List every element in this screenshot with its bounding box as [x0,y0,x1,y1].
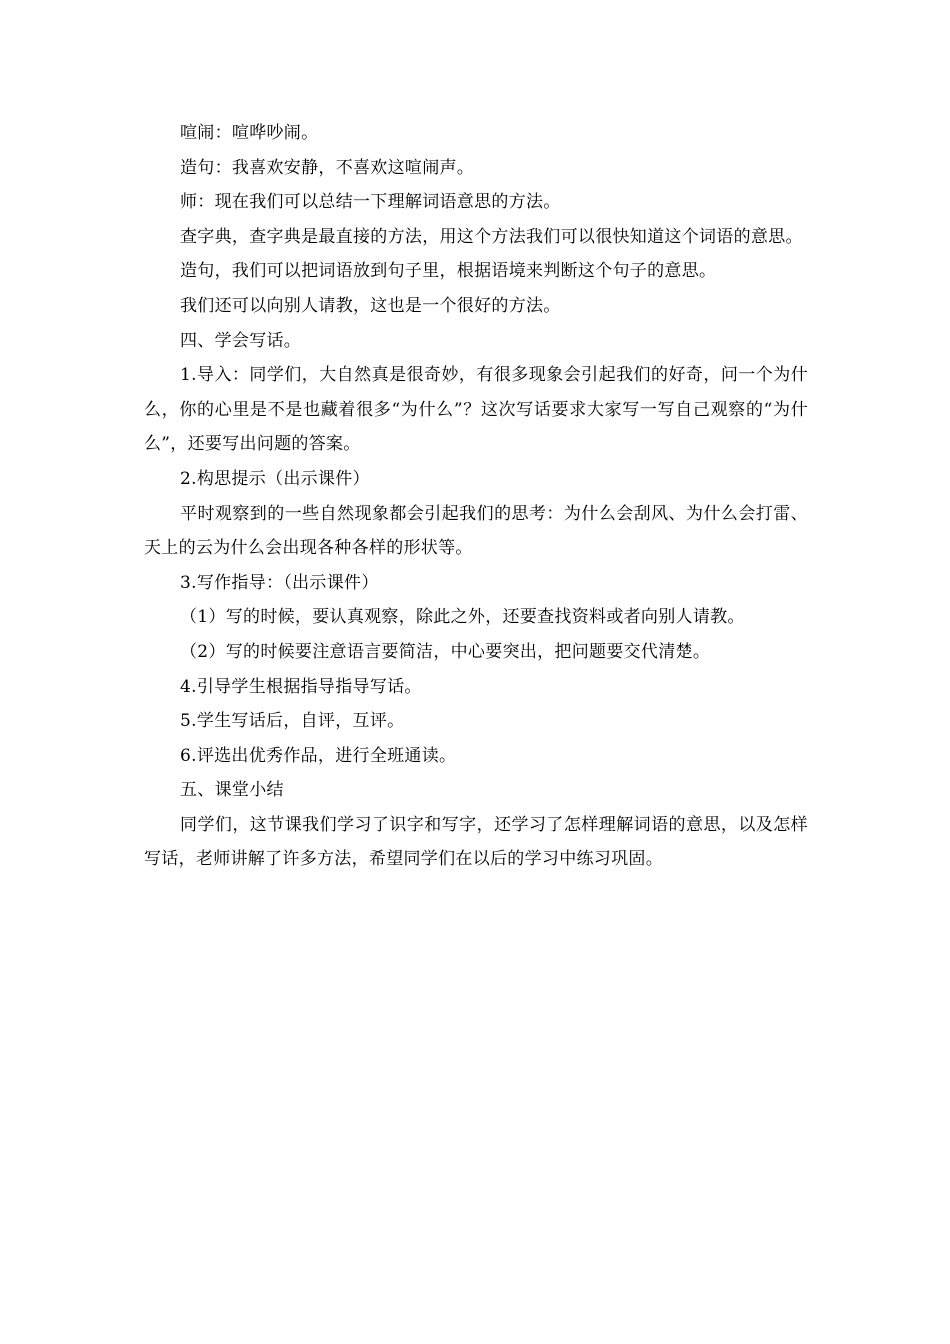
paragraph: 师：现在我们可以总结一下理解词语意思的方法。 [180,192,561,213]
paragraph: 造句：我喜欢安静，不喜欢这喧闹声。 [180,157,475,178]
paragraph: （1）写的时候，要认真观察，除此之外，还要查找资料或者向别人请教。 [180,607,745,628]
paragraph: （2）写的时候要注意语言要简洁，中心要突出，把问题要交代清楚。 [180,641,711,662]
section-heading: 四、学会写话。 [180,330,302,351]
paragraph: 6.评选出优秀作品，进行全班通读。 [180,745,457,766]
paragraph: 平时观察到的一些自然现象都会引起我们的思考：为什么会刮风、为什么会打雷、天上的云为什么会出现各种各样的形状等。 [144,503,808,559]
paragraph: 同学们，这节课我们学习了识字和写字，还学习了怎样理解词语的意思，以及怎样写话，老师讲解了许多方法，希望同学们在以后的学习中练习巩固。 [144,814,808,870]
paragraph: 4.引导学生根据指导指导写话。 [180,676,422,697]
paragraph: 查字典，查字典是最直接的方法，用这个方法我们可以很快知道这个词语的意思。 [180,226,803,247]
document-body [144,116,808,877]
paragraph: 喧闹：喧哗吵闹。 [180,123,319,143]
paragraph: 我们还可以向别人请教，这也是一个很好的方法。 [180,295,561,316]
paragraph: 造句，我们可以把词语放到句子里，根据语境来判断这个句子的意思。 [180,261,717,282]
paragraph: 3.写作指导：（出示课件） [180,572,379,593]
paragraph: 1.导入：同学们，大自然真是很奇妙，有很多现象会引起我们的好奇，问一个为什么，你的心里是不是也藏着很多“为什么”？这次写话要求大家写一写自己观察的“为什么”，还要写出问题的答案。 [144,365,808,455]
paragraph: 5.学生写话后，自评，互评。 [180,711,405,732]
paragraph: 2.构思提示（出示课件） [180,468,370,489]
section-heading: 五、课堂小结 [180,780,284,801]
